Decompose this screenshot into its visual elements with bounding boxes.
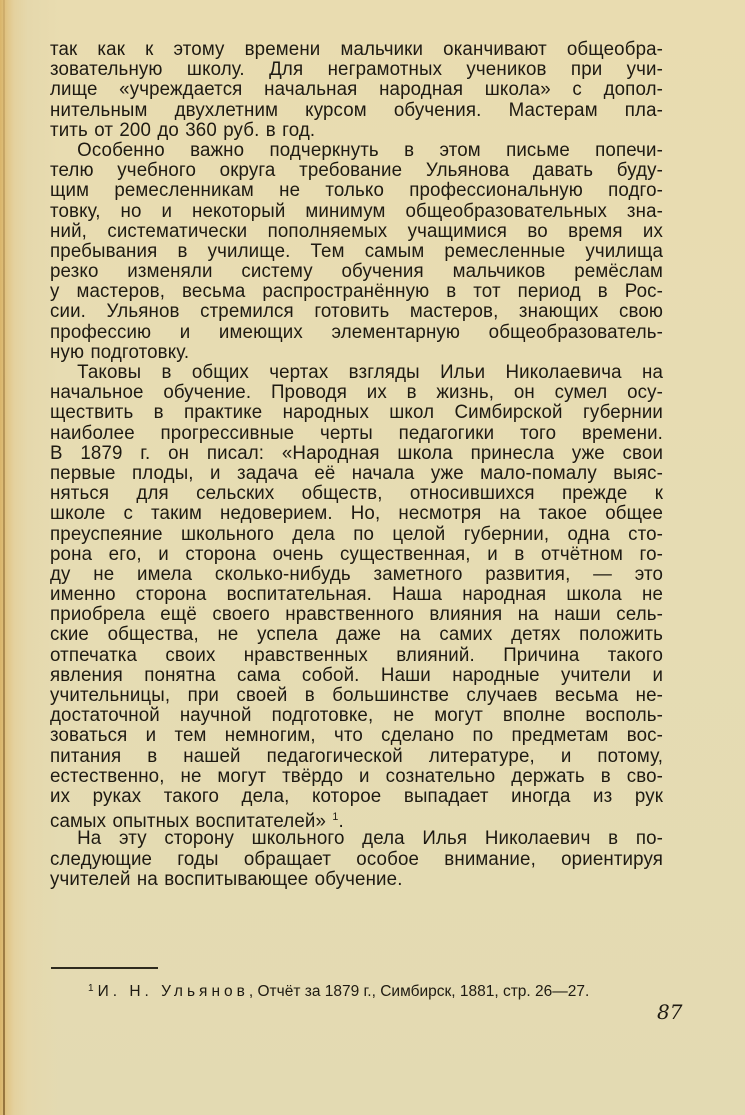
text-line: ний, систематически пополняемых учащимися во время их [50,220,664,242]
text-line: наиболее прогрессивные черты педагогики того времени. [50,422,664,444]
sentence-period: . [338,811,344,833]
text-line: профессию и имеющих элементарную общеобразователь- [50,321,664,343]
footnote-mark: 1 [88,983,94,994]
text-line: сии. Ульянов стремился готовить мастеров, знающих свою [50,301,664,323]
text-line: зоваться и тем немногим, что сделано по предметам вос- [50,725,664,747]
text-line: так как к этому времени мальчики оканчивают общеобра- [50,39,664,60]
text-line: преуспеяние школьного дела по целой губернии, одна сто- [50,523,664,545]
text-line: В 1879 г. он писал: «Народная школа принесла уже свои [50,442,664,464]
footnote-citation: , Отчёт за 1879 г., Симбирск, 1881, стр. 26—27. [248,983,590,1000]
footnote-author: И. Н. Ульянов [97,983,249,1000]
text-line: резко изменяли систему обучения мальчиков ремёслам [50,261,664,283]
text-line: естественно, не могут твёрдо и сознательно держать в сво- [50,765,664,787]
text-line: телю учебного округа требование Ульянова давать буду- [50,160,664,182]
page-body [50,40,682,890]
text-line: школе с таким недоверием. Но, несмотря на такое общее [50,503,664,525]
text-line: лище «учреждается начальная народная школа» с допол- [50,79,664,101]
text-line: зовательную школу. Для неграмотных учеников при учи- [50,59,664,81]
footnote [88,980,688,1001]
text-line: На эту сторону школьного дела Илья Николаевич в по- [77,828,664,850]
text-line: учительницы, при своей в большинстве случаев весьма не- [50,685,664,706]
text-line: отпечатка своих нравственных влияний. Причина такого [50,644,664,666]
text-line: няться для сельских обществ, относившихся прежде к [50,483,664,505]
paragraph-2 [50,141,663,363]
text-line: следующие годы обращает особое внимание, ориентируя [50,848,664,870]
page-spine-shadow [3,0,5,1115]
text-line: учителей на воспитывающее обучение. [50,868,403,890]
text-line: товку, но и некоторый минимум общеобразовательных зна- [50,200,664,222]
text-line: нительным двухлетним курсом обучения. Мастерам пла- [50,99,664,121]
text-line: Таковы в общих чертах взгляды Ильи Николаевича на [77,362,664,383]
text-line: ную подготовку. [50,341,190,363]
text-line: тить от 200 до 360 руб. в год. [50,119,316,141]
text-line: у мастеров, весьма распространённую в тот период в Рос- [50,281,664,303]
text-line: их руках такого дела, которое выпадает иногда из рук [50,785,664,807]
text-line: явления понятна сама собой. Наши народные учители и [50,664,664,686]
paragraph-4 [50,829,663,890]
text-line: пребывания в училище. Тем самым ремесленные училища [50,240,664,262]
page-number: 87 [657,1000,683,1024]
text-line: ществить в практике народных школ Симбирской губернии [50,402,664,424]
paragraph-1 [50,40,663,141]
paragraph-3 [50,362,664,833]
text-line: рона его, и сторона очень существенная, и в отчётном го- [50,543,664,565]
text-line: питания в нашей педагогической литературе, и потому, [50,745,664,767]
text-line: именно сторона воспитательная. Наша народная школа не [50,584,664,606]
text-line: приобрела ещё своего нравственного влияния на наши сель- [50,604,664,626]
text-line: начальное обучение. Проводя их в жизнь, он сумел осу- [50,382,664,404]
text-line: достаточной научной подготовке, не могут вполне восполь- [50,705,664,727]
text-line: первые плоды, и задача её начала уже мало-помалу выяс- [50,462,664,484]
text-line-with-footnote [50,807,663,833]
footnote-separator [51,967,158,969]
text-line: Особенно важно подчеркнуть в этом письме попечи- [77,139,664,161]
text-line: щим ремесленникам не только профессиональную подго- [50,180,664,202]
text-line: ские общества, не успела даже на самих детях положить [50,624,664,646]
footnote-reference[interactable]: 1 [332,811,339,824]
text-line: ду не имела сколько-нибудь заметного развития, — это [50,563,664,585]
quote-end-text: самых опытных воспитателей» [50,811,327,833]
